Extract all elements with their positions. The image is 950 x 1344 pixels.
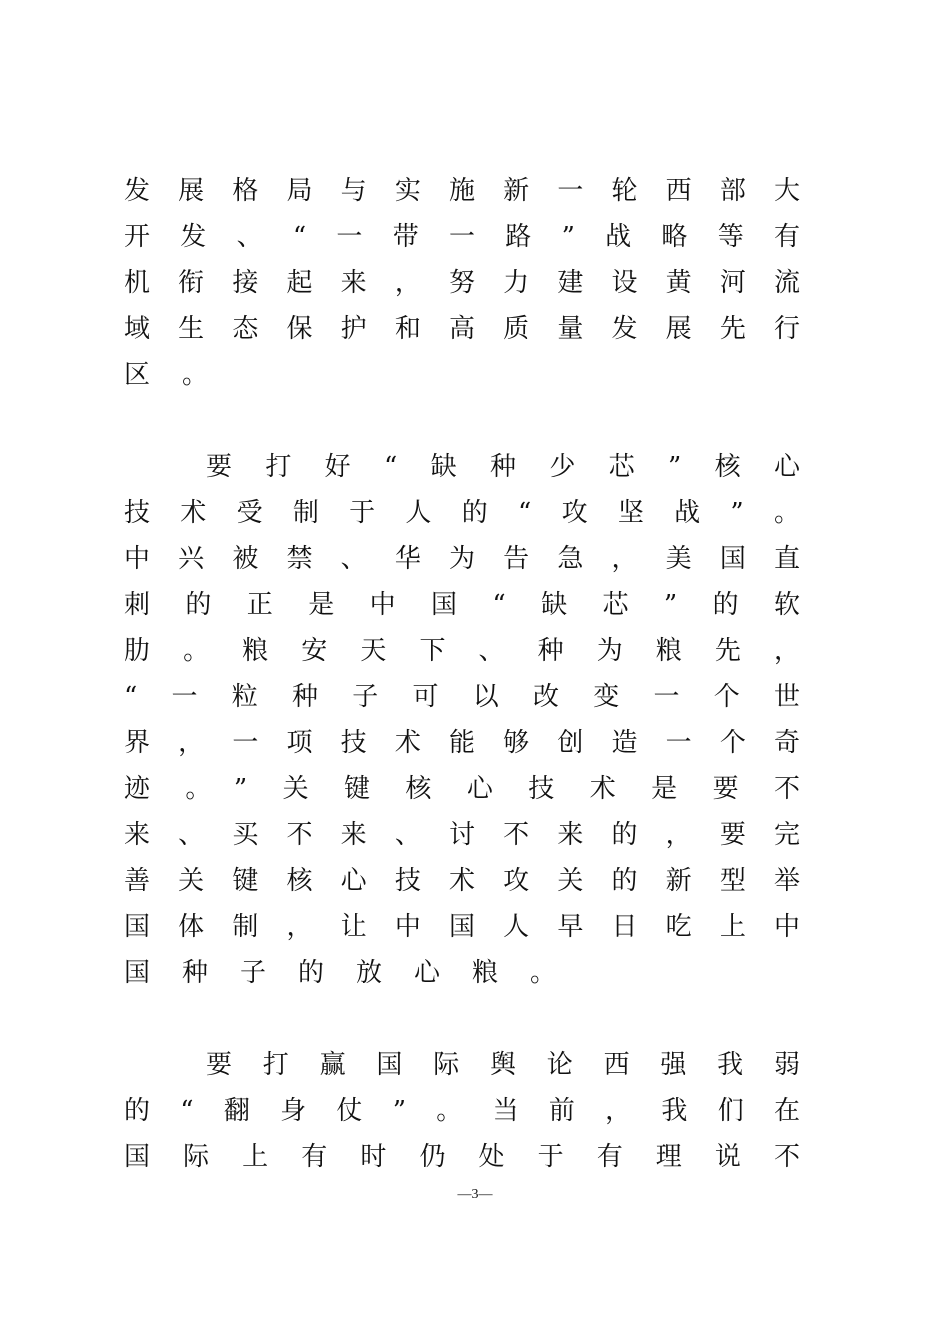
paragraph-3-line-2: 的“翻身仗”。当前，我们在 (124, 1096, 800, 1126)
paragraph-2-line-10: 善关键核心技术攻关的新型举 (124, 866, 800, 896)
paragraph-2-line-7: 界，一项技术能够创造一个奇 (124, 728, 800, 758)
paragraph-2-line-6: “一粒种子可以改变一个世 (124, 682, 800, 712)
paragraph-1-line-3: 机衔接起来，努力建设黄河流 (124, 268, 800, 298)
paragraph-1-line-5: 区。 (124, 360, 241, 390)
paragraph-2-line-3: 中兴被禁、华为告急，美国直 (124, 544, 800, 574)
paragraph-2-line-12: 国种子的放心粮。 (124, 958, 589, 988)
paragraph-2-line-8: 迹。”关键核心技术是要不 (124, 774, 800, 804)
paragraph-1-line-4: 域生态保护和高质量发展先行 (124, 314, 800, 344)
page-number: —3— (457, 1187, 493, 1202)
paragraph-2-line-11: 国体制，让中国人早日吃上中 (124, 912, 800, 942)
paragraph-2-line-1: 要打好“缺种少芯”核心 (206, 452, 800, 482)
paragraph-3-line-3: 国际上有时仍处于有理说不 (124, 1142, 800, 1172)
paragraph-3-line-1: 要打赢国际舆论西强我弱 (206, 1050, 800, 1080)
paragraph-1-line-2: 开发、“一带一路”战略等有 (124, 222, 800, 252)
paragraph-2-line-9: 来、买不来、讨不来的，要完 (124, 820, 800, 850)
paragraph-2-line-4: 刺的正是中国“缺芯”的软 (124, 590, 800, 620)
paragraph-1-line-1: 发展格局与实施新一轮西部大 (124, 176, 800, 206)
paragraph-2-line-5: 肋。粮安天下、种为粮先， (124, 636, 800, 666)
paragraph-2-line-2: 技术受制于人的“攻坚战”。 (124, 498, 800, 528)
